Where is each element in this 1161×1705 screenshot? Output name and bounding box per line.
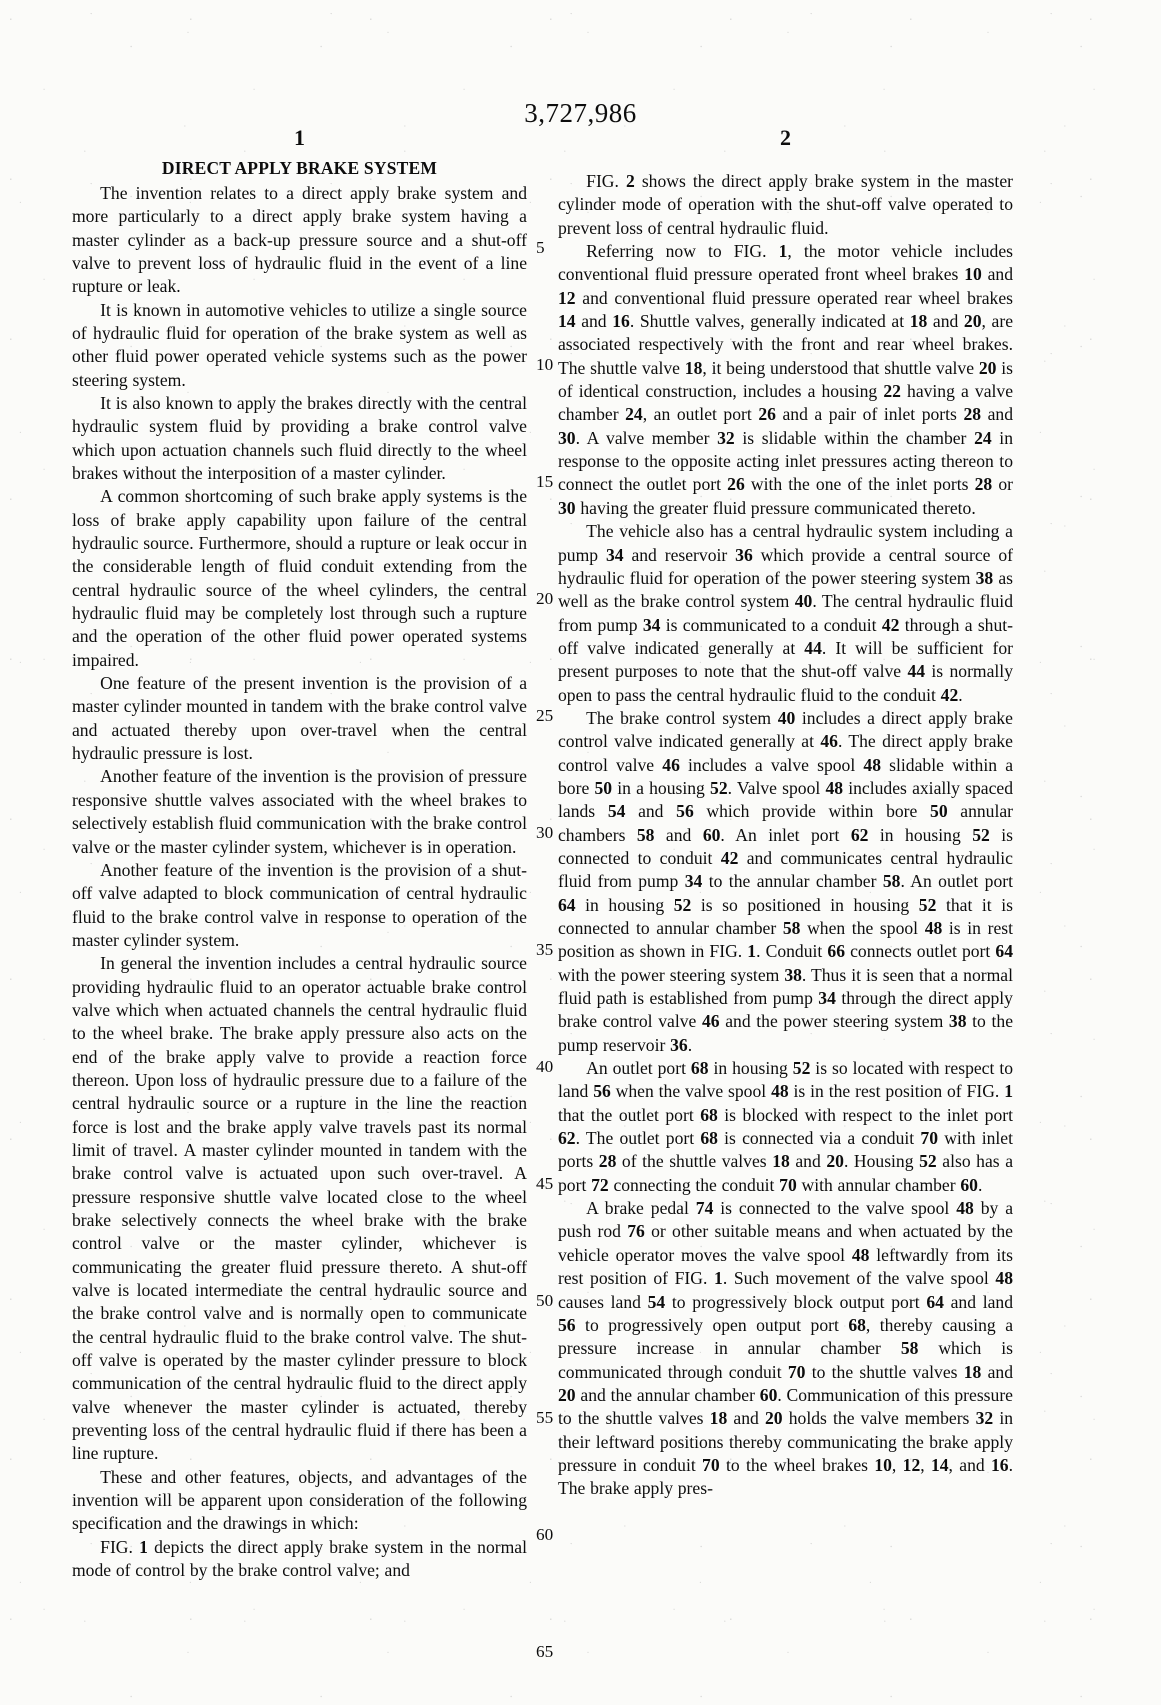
paragraph: Referring now to FIG. 1, the motor vehicle includes conventional fluid pressure operated front wheel brakes 10 and 12 and conventional fluid pressure operated rear wheel brakes 14 and 16. Shuttle valves, generally indicated at 18 and 20, are associated respectively with the front and rear wheel brakes. The shuttle valve 18, it being understood that shuttle valve 20 is of identical construction, includes a housing 22 having a valve chamber 24, an outlet port 26 and a pair of inlet ports 28 and 30. A valve member 32 is slidable within the chamber 24 in response to the opposite acting inlet pressures acting thereon to connect the outlet port 26 with the one of the inlet ports 28 or 30 having the greater fluid pressure communicated thereto. [558, 241, 1014, 518]
column-number-right: 2 [780, 125, 791, 150]
line-number: 20 [536, 589, 554, 608]
paragraph: An outlet port 68 in housing 52 is so located with respect to land 56 when the valve spool 48 is in the rest position of FIG. 1 that the outlet port 68 is blocked with respect to the inlet port 62. The outlet port 68 is connected via a conduit 70 with inlet ports 28 of the shuttle valves 18 and 20. Housing 52 also has a port 72 connecting the conduit 70 with annular chamber 60. [558, 1058, 1014, 1195]
paragraph: A brake pedal 74 is connected to the valve spool 48 by a push rod 76 or other suitable means and when actuated by the vehicle operator moves the valve spool 48 leftwardly from its rest position of FIG. 1. Such movement of the valve spool 48 causes land 54 to progressively block output port 64 and land 56 to progressively open output port 68, thereby causing a pressure increase in annular chamber 58 which is communicated through conduit 70 to the shuttle valves 18 and 20 and the annular chamber 60. Communication of this pressure to the shuttle valves 18 and 20 holds the valve members 32 in their leftward positions thereby communicating the brake apply pressure in conduit 70 to the wheel brakes 10, 12, 14, and 16. The brake apply pres- [558, 1198, 1014, 1499]
two-column-body [0, 125, 1161, 1661]
paragraph: It is also known to apply the brakes directly with the central hydraulic system fluid by providing a brake control valve which upon actuation channels such fluid directly to the wheel brakes without the interposition of a master cylinder. [72, 392, 527, 483]
line-number: 40 [536, 1057, 554, 1076]
paragraph: Another feature of the invention is the provision of pressure responsive shuttle valves associated with the wheel brakes to selectively establish fluid communication with the brake control valve or the master cylinder system, whichever is in operation. [72, 766, 527, 857]
column-left [72, 127, 527, 1583]
line-number: 45 [536, 1174, 554, 1193]
paragraph: In general the invention includes a central hydraulic source providing hydraulic fluid to an operator actuable brake control valve which when actuated channels the central hydraulic fluid to the wheel brake. The brake apply pressure also acts on the end of the brake apply valve to provide a reaction force thereon. Upon loss of hydraulic pressure due to a failure of the central hydraulic source or a rupture in the line the reaction force is lost and the brake apply valve travels past its normal limit of travel. A master cylinder mounted in tandem with the brake control valve is actuated upon such over-travel. A pressure responsive shuttle valve located close to the wheel brake selectively connects the wheel brake with the brake control valve or the master cylinder, whichever is communicating the greater fluid pressure thereto. A shut-off valve is located intermediate the central hydraulic source and the brake control valve and is normally open to communicate the central hydraulic fluid to the brake control valve. The shut-off valve is operated by the master cylinder pressure to block communication of the central hydraulic fluid to the direct apply valve whenever the master cylinder is actuated, thereby preventing loss of the central hydraulic fluid if there has been a line rupture. [72, 953, 527, 1464]
line-number: 5 [536, 238, 545, 257]
line-number: 10 [536, 355, 554, 374]
paragraph: FIG. 1 depicts the direct apply brake system in the normal mode of control by the brake control valve; and [72, 1536, 527, 1581]
line-number: 15 [536, 472, 554, 491]
line-number: 35 [536, 940, 554, 959]
line-number: 25 [536, 706, 554, 725]
left-column-text [72, 182, 527, 1583]
paragraph: A common shortcoming of such brake apply systems is the loss of brake apply capability upon failure of the central hydraulic source. Furthermore, should a rupture or leak occur in the considerable length of fluid conduit extending from the central hydraulic source of the wheel cylinders, the central hydraulic fluid may be completely lost through such a rupture and the operation of the other fluid power operated systems impaired. [72, 486, 527, 670]
paragraph: These and other features, objects, and advantages of the invention will be apparent upon consideration of the following specification and the drawings in which: [72, 1466, 527, 1534]
right-column-text [558, 170, 1013, 1501]
column-right [558, 127, 1013, 1501]
paragraph: The brake control system 40 includes a direct apply brake control valve indicated generally at 46. The direct apply brake control valve 46 includes a valve spool 48 slidable within a bore 50 in a housing 52. Valve spool 48 includes axially spaced lands 54 and 56 which provide within bore 50 annular chambers 58 and 60. An inlet port 62 in housing 52 is connected to conduit 42 and communicates central hydraulic fluid from pump 34 to the annular chamber 58. An outlet port 64 in housing 52 is so positioned in housing 52 that it is connected to annular chamber 58 when the spool 48 is in rest position as shown in FIG. 1. Conduit 66 connects outlet port 64 with the power steering system 38. Thus it is seen that a normal fluid path is established from pump 34 through the direct apply brake control valve 46 and the power steering system 38 to the pump reservoir 36. [558, 707, 1014, 1055]
page-title: DIRECT APPLY BRAKE SYSTEM [161, 158, 438, 178]
paragraph: One feature of the present invention is the provision of a master cylinder mounted in tandem with the brake control valve and actuated thereby upon over-travel when the central hydraulic pressure is lost. [72, 673, 527, 764]
line-number: 55 [536, 1408, 554, 1427]
paragraph: It is known in automotive vehicles to utilize a single source of hydraulic fluid for operation of the brake system as well as other fluid power operated vehicle systems such as the power steering system. [72, 299, 527, 390]
line-number: 30 [536, 823, 554, 842]
line-number: 50 [536, 1291, 554, 1310]
paragraph: FIG. 2 shows the direct apply brake system in the master cylinder mode of operation with the shut-off valve operated to prevent loss of central hydraulic fluid. [558, 171, 1013, 238]
patent-number: 3,727,986 [524, 98, 637, 128]
line-number: 65 [536, 1642, 554, 1661]
column-number-left: 1 [294, 125, 305, 150]
paragraph: Another feature of the invention is the provision of a shut-off valve adapted to block communication of central hydraulic fluid to the brake control valve in response to operation of the master cylinder system. [72, 859, 527, 950]
paragraph: The invention relates to a direct apply brake system and more particularly to a direct apply brake system having a master cylinder as a back-up pressure source and a shut-off valve to prevent loss of hydraulic fluid in the event of a line rupture or leak. [72, 182, 527, 297]
paragraph: The vehicle also has a central hydraulic system including a pump 34 and reservoir 36 which provide a central source of hydraulic fluid for operation of the power steering system 38 as well as the brake control system 40. The central hydraulic fluid from pump 34 is communicated to a conduit 42 through a shut-off valve indicated generally at 44. It will be sufficient for present purposes to note that the shut-off valve 44 is normally open to pass the central hydraulic fluid to the conduit 42. [558, 521, 1014, 705]
line-number: 60 [536, 1525, 554, 1544]
